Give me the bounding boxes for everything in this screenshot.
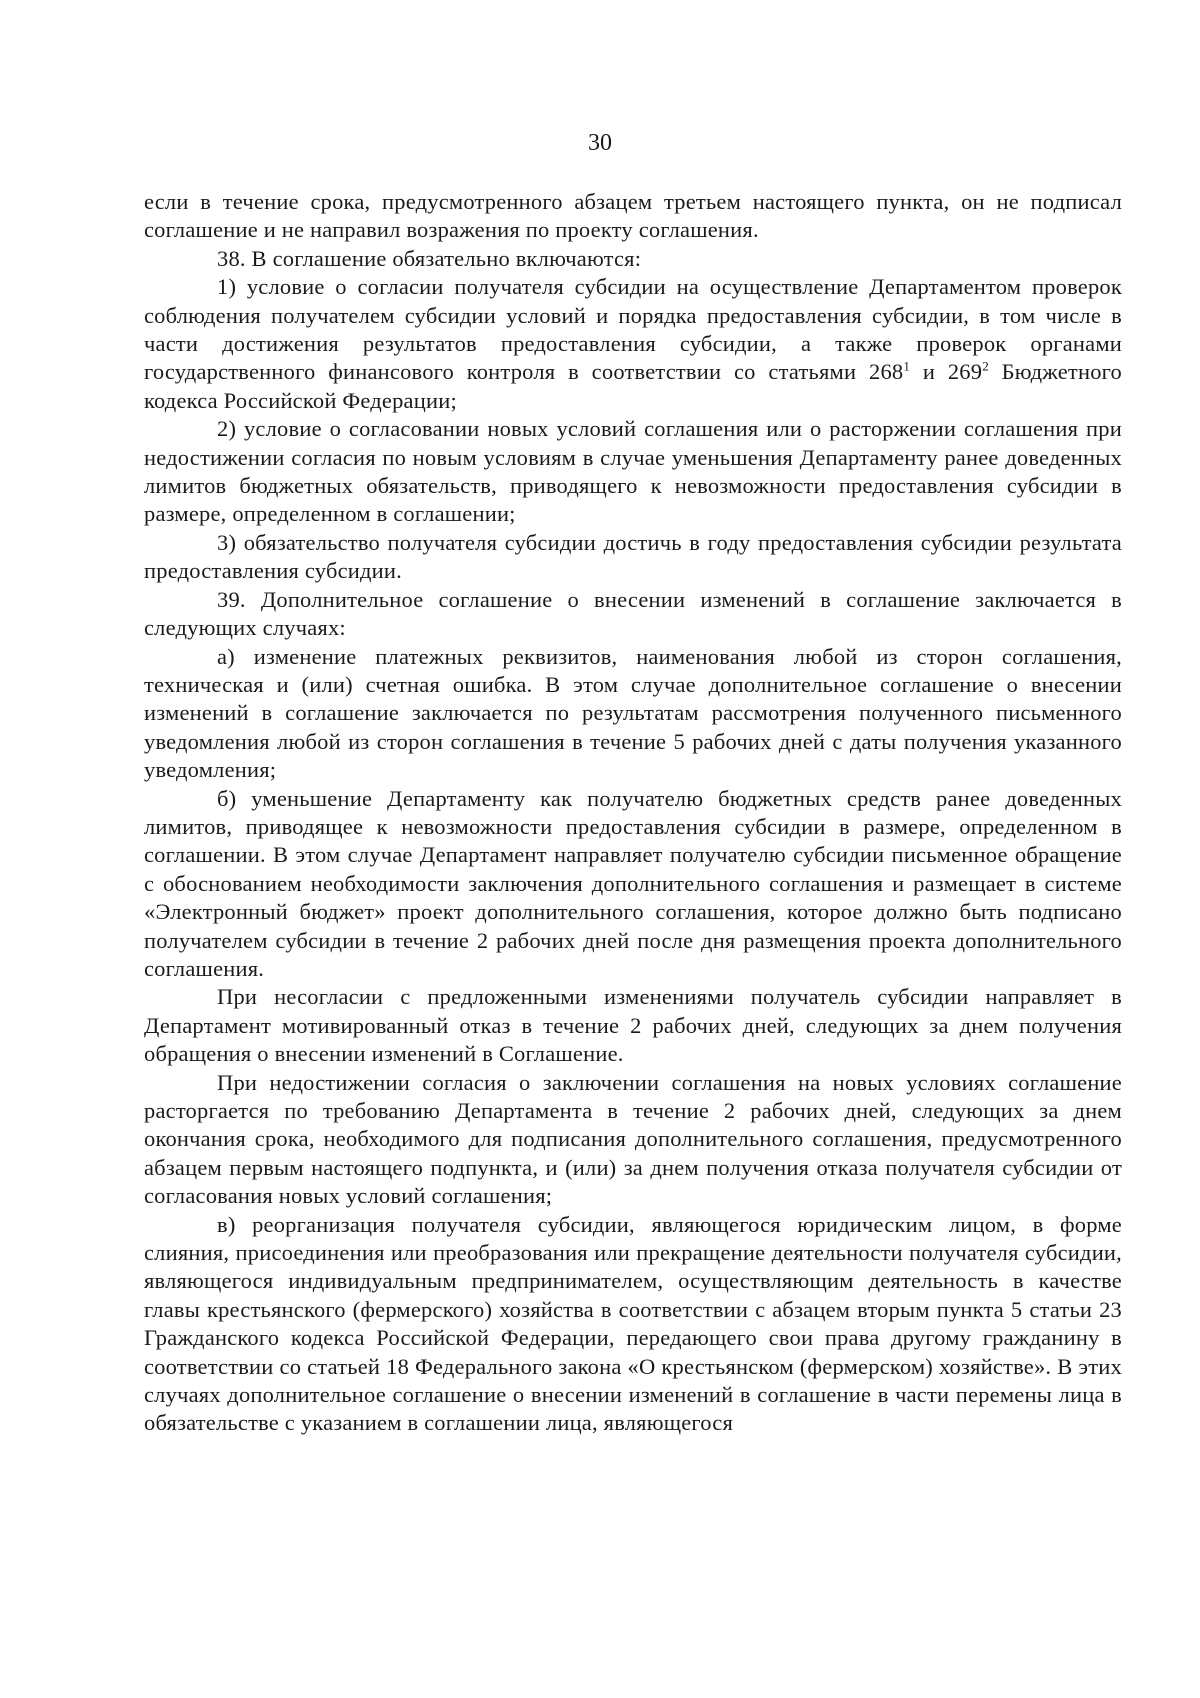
document-body — [144, 188, 1122, 1438]
page-number: 30 — [588, 130, 612, 156]
paragraph-subitem-1 — [144, 273, 1122, 415]
paragraph-item-39: 39. Дополнительное соглашение о внесении изменений в соглашение заключается в следующих случаях: — [144, 586, 1122, 641]
paragraph-subitem-v: в) реорганизация получателя субсидии, являющегося юридическим лицом, в форме слияния, присоединения или преобразования или прекращение деятельности получателя субсидии, являющегося индивидуальным предпринимателем, осуществляющим деятельность в качестве главы крестьянского (фермерского) хозяйства в соответствии с абзацем вторым пункта 5 статьи 23 Гражданского кодекса Российской Федерации, передающего свои права другому гражданину в соответствии со статьей 18 Федерального закона «О крестьянском (фермерском) хозяйстве». В этих случаях дополнительное соглашение о внесении изменений в соглашение в части перемены лица в обязательстве с указанием в соглашении лица, являющегося — [144, 1211, 1122, 1436]
paragraph-subitem-1-mid: и 269 — [910, 359, 983, 385]
paragraph-subitem-1-text: 1) условие о согласии получателя субсидии на осуществление Департаментом проверок соблюдения получателем субсидии условий и порядка предоставления субсидии, в том числе в части достижения результатов предоставления субсидии, а также проверок органами государственного финансового контроля в соответствии со статьями 268 — [144, 274, 1122, 385]
paragraph-disagreement: При несогласии с предложенными изменениями получатель субсидии направляет в Департамент мотивированный отказ в течение 2 рабочих дней, следующих за днем получения обращения о внесении изменений в Соглашение. — [144, 984, 1122, 1067]
paragraph-item-38: 38. В соглашение обязательно включаются: — [217, 245, 642, 271]
paragraph-subitem-2: 2) условие о согласовании новых условий соглашения или о расторжении соглашения при недостижении согласия по новым условиям в случае уменьшения Департаменту ранее доведенных лимитов бюджетных обязательств, приводящего к невозможности предоставления субсидии в размере, определенном в соглашении; — [144, 416, 1122, 527]
paragraph-subitem-a: а) изменение платежных реквизитов, наименования любой из сторон соглашения, техническая и (или) счетная ошибка. В этом случае дополнительное соглашение о внесении изменений в соглашение заключается по результатам рассмотрения полученного письменного уведомления любой из сторон соглашения в течение 5 рабочих дней с даты получения указанного уведомления; — [144, 643, 1122, 783]
superscript-2: 2 — [982, 358, 989, 374]
paragraph-termination: При недостижении согласия о заключении соглашения на новых условиях соглашение расторгается по требованию Департамента в течение 2 рабочих дней, следующих за днем окончания срока, необходимого для подписания дополнительного соглашения, предусмотренного абзацем первым настоящего подпункта, и (или) за днем получения отказа получателя субсидии от согласования новых условий соглашения; — [144, 1069, 1122, 1209]
paragraph-subitem-3: 3) обязательство получателя субсидии достичь в году предоставления субсидии результата предоставления субсидии. — [144, 529, 1122, 584]
superscript-1: 1 — [903, 358, 911, 374]
paragraph-subitem-b: б) уменьшение Департаменту как получателю бюджетных средств ранее доведенных лимитов, приводящее к невозможности предоставления субсидии в размере, определенном в соглашении. В этом случае Департамент направляет получателю субсидии письменное обращение с обоснованием необходимости заключения дополнительного соглашения и размещает в системе «Электронный бюджет» проект дополнительного соглашения, которое должно быть подписано получателем субсидии в течение 2 рабочих дней после дня размещения проекта дополнительного соглашения. — [144, 785, 1122, 981]
paragraph-subitem-1-end: Бюджетного кодекса Российской Федерации; — [144, 359, 1122, 413]
paragraph-continuation: если в течение срока, предусмотренного абзацем третьем настоящего пункта, он не подписал соглашение и не направил возражения по проекту соглашения. — [144, 189, 1122, 243]
